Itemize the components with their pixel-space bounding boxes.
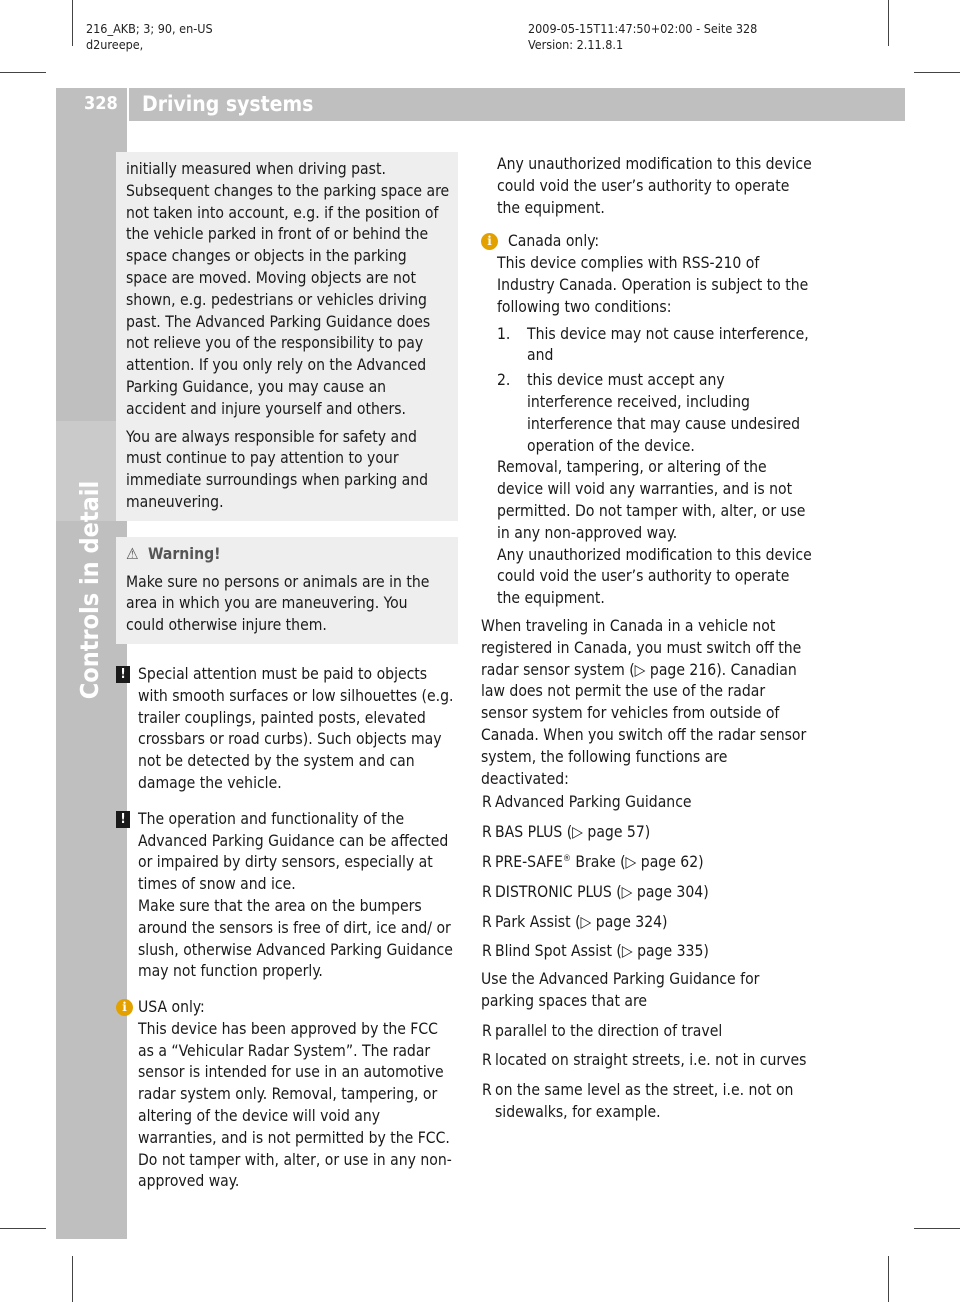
registered-mark: ® (562, 853, 571, 864)
note-block (116, 664, 458, 795)
info-icon: i (481, 233, 498, 250)
list-item (497, 370, 813, 457)
bullet-mark: R (482, 882, 492, 901)
list-text: parallel to the direction of travel (495, 1021, 723, 1040)
note-text: Make sure that the area on the bumpers around the sensors is free of dirt, ice and/ or slush, otherwise Advanced Parking Guidance may not function properly. (138, 896, 453, 981)
list-item (481, 852, 813, 874)
bullet-mark: R (482, 823, 492, 842)
info-text: This device complies with RSS-210 of Industry Canada. Operation is subject to the following two conditions: (497, 254, 809, 316)
crop-mark (0, 72, 46, 73)
list-text: this device must accept any interference received, including interference that may cause undesired operation of the device. (527, 371, 801, 455)
warning-text: Make sure no persons or animals are in the area in which you are maneuvering. You could otherwise injure them. (126, 572, 430, 635)
note-text: The operation and functionality of the Advanced Parking Guidance can be affected or impaired by dirty sensors, especially at times of snow and ice. (138, 809, 449, 894)
list-number: 1. (497, 324, 511, 343)
list-text: BAS PLUS (▷ page 57) (495, 823, 651, 842)
crop-mark (888, 1256, 889, 1302)
list-text: DISTRONIC PLUS (▷ page 304) (495, 882, 709, 901)
list-text: Blind Spot Assist (▷ page 335) (495, 942, 709, 961)
crop-mark (0, 1228, 46, 1229)
right-column (481, 154, 813, 1124)
paragraph: initially measured when driving past. Subsequent changes to the parking space are not taken into account, e.g. if the position of the vehicle parked in front of or behind the space changes or objects in the parking space are moved. Moving objects are not shown, e.g. pedestrians or vehicles driving past. The Advanced Parking Guidance does not relieve you of the responsibility to pay attention. If you only rely on the Advanced Parking Guidance, you may cause an accident and injure yourself and others. (126, 160, 450, 418)
list-text: This device may not cause interference, and (527, 324, 809, 365)
print-meta-left (86, 21, 213, 53)
crop-mark (914, 72, 960, 73)
list-item (481, 1021, 813, 1043)
exclamation-icon: ! (116, 811, 130, 828)
info-icon: i (116, 999, 133, 1016)
bullet-mark: R (482, 912, 492, 931)
crop-mark (888, 0, 889, 46)
print-meta-right (528, 21, 757, 53)
list-text: located on straight streets, i.e. not in curves (495, 1051, 807, 1070)
list-text: PRE-SAFE (495, 852, 563, 871)
print-meta-line: 216_AKB; 3; 90, en-US (86, 21, 213, 36)
info-text: This device has been approved by the FCC as a “Vehicular Radar System”. The radar sensor is intended for use in an automotive radar system only. Removal, tampering, or altering of the device will void any warranties, and is not permitted by the FCC. Do not tamper with, alter, or use in any non-approved way. (138, 1019, 452, 1191)
list-item (497, 324, 813, 368)
list-text: Park Assist (▷ page 324) (495, 912, 668, 931)
print-meta-line: Version: 2.11.8.1 (528, 37, 624, 52)
bullet-mark: R (482, 1081, 492, 1100)
bullet-mark: R (482, 1051, 492, 1070)
crop-mark (914, 1228, 960, 1229)
paragraph: Any unauthorized modification to this device could void the user’s authority to operate the equipment. (497, 155, 812, 217)
section-title: Driving systems (142, 92, 314, 116)
warning-title: Warning! (148, 544, 221, 563)
chapter-label: Controls in detail (75, 480, 104, 700)
info-text: Any unauthorized modification to this device could void the user’s authority to operate the equipment. (497, 545, 812, 608)
list-item (481, 822, 813, 844)
bullet-mark: R (482, 1021, 492, 1040)
info-block-canada (481, 231, 813, 610)
bullet-mark: R (482, 852, 492, 871)
list-item (481, 941, 813, 963)
left-column (120, 152, 458, 1193)
list-item (481, 1080, 813, 1124)
bullet-mark: R (482, 942, 492, 961)
info-title: USA only: (138, 998, 205, 1017)
paragraph: Use the Advanced Parking Guidance for parking spaces that are (481, 970, 760, 1010)
note-block (116, 809, 458, 983)
warning-triangle-icon: ⚠ (126, 544, 139, 563)
paragraph: You are always responsible for safety and must continue to pay attention to your immediate surroundings when parking and maneuvering. (126, 427, 429, 511)
print-meta-line: d2ureepe, (86, 37, 144, 52)
parking-space-list (481, 1021, 813, 1124)
deactivated-list (481, 792, 813, 963)
condition-list (497, 324, 813, 458)
note-text: Special attention must be paid to objects with smooth surfaces or low silhouettes (e.g. trailer couplings, painted posts, elevated crossbars or road curbs). Such objects may not be detected by the system and can damage the vehicle. (138, 664, 454, 792)
page-number: 328 (84, 93, 118, 114)
bullet-mark: R (482, 793, 492, 812)
warning-box (116, 537, 458, 644)
crop-mark (72, 1256, 73, 1302)
list-number: 2. (497, 371, 511, 390)
info-title: Canada only: (508, 232, 600, 251)
list-text: on the same level as the street, i.e. not on sidewalks, for example. (495, 1081, 794, 1122)
list-item (481, 912, 813, 934)
list-item (481, 882, 813, 904)
list-text: Brake (▷ page 62) (570, 852, 704, 871)
info-text: Removal, tampering, or altering of the device will void any warranties, and is not permitted. Do not tamper with, alter, or use in any non-approved way. (497, 458, 806, 542)
crop-mark (72, 0, 73, 46)
header-divider (127, 88, 129, 121)
text-box (116, 152, 458, 521)
info-block-usa (116, 997, 458, 1193)
list-item (481, 1050, 813, 1072)
list-text: Advanced Parking Guidance (495, 793, 692, 812)
list-item (481, 792, 813, 814)
exclamation-icon: ! (116, 666, 130, 683)
print-meta-line: 2009-05-15T11:47:50+02:00 - Seite 328 (528, 21, 758, 36)
warning-heading (126, 544, 450, 566)
paragraph: When traveling in Canada in a vehicle not registered in Canada, you must switch off the radar sensor system (▷ page 216). Canadian law does not permit the use of the radar sensor system for vehicles from outside of Canada. When you switch off the radar sensor system, the following functions are deactivated: (481, 616, 807, 788)
